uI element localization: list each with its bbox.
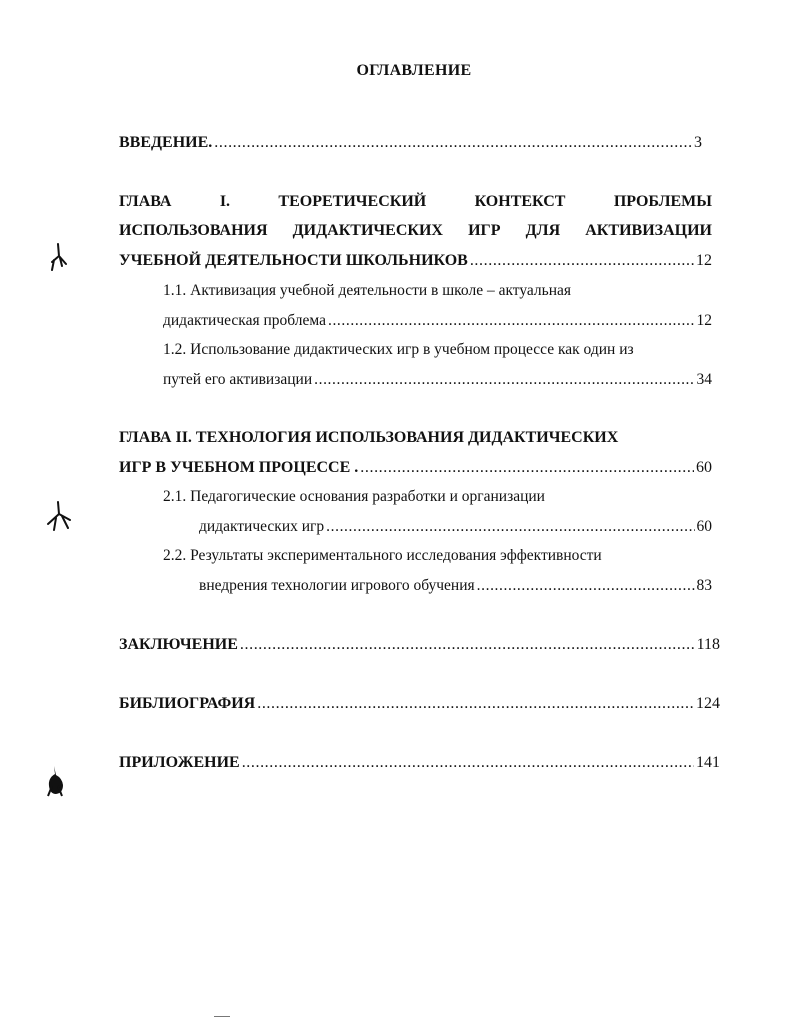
toc-entry-label: ЗАКЛЮЧЕНИЕ bbox=[119, 636, 238, 653]
toc-section-2-1-line1: 2.1. Педагогические основания разработки и организации bbox=[163, 488, 545, 505]
dot-leader bbox=[328, 311, 695, 331]
toc-page-number: 141 bbox=[696, 754, 720, 771]
heading-word: I. bbox=[219, 193, 231, 210]
margin-mark-2 bbox=[44, 500, 76, 534]
toc-entry-section-1-1 bbox=[163, 311, 712, 331]
toc-entry-section-2-1 bbox=[199, 517, 712, 537]
toc-entry-label: УЧЕБНОЙ ДЕЯТЕЛЬНОСТИ ШКОЛЬНИКОВ bbox=[119, 252, 468, 269]
toc-section-2-2-line1: 2.2. Результаты экспериментального исследования эффективности bbox=[163, 547, 602, 564]
heading-word: АКТИВИЗАЦИИ bbox=[585, 222, 712, 239]
dot-leader bbox=[214, 133, 692, 153]
margin-mark-3 bbox=[44, 764, 68, 798]
toc-entry-appendix bbox=[119, 753, 720, 773]
dot-leader bbox=[314, 370, 694, 390]
toc-entry-label: внедрения технологии игрового обучения bbox=[199, 577, 475, 594]
toc-entry-chapter2 bbox=[119, 458, 712, 478]
toc-section-1-2-line1: 1.2. Использование дидактических игр в учебном процессе как один из bbox=[163, 341, 634, 358]
toc-entry-bibliography bbox=[119, 694, 720, 714]
dot-leader bbox=[257, 694, 694, 714]
toc-entry-chapter1 bbox=[119, 251, 712, 271]
toc-entry-section-2-2 bbox=[199, 576, 712, 596]
toc-entry-label: БИБЛИОГРАФИЯ bbox=[119, 695, 256, 712]
toc-page-number: 34 bbox=[696, 371, 712, 388]
scan-artifact bbox=[214, 1016, 230, 1017]
toc-page-number: 118 bbox=[696, 636, 720, 653]
heading-word: КОНТЕКСТ bbox=[474, 193, 566, 210]
toc-entry-label: путей его активизации bbox=[163, 371, 313, 388]
heading-word: ДИДАКТИЧЕСКИХ bbox=[292, 222, 443, 239]
toc-section-1-1-line1: 1.1. Активизация учебной деятельности в школе – актуальная bbox=[163, 282, 572, 299]
toc-entry-section-1-2 bbox=[163, 370, 712, 390]
toc-entry-label: ПРИЛОЖЕНИЕ bbox=[119, 754, 240, 771]
toc-entry-label: дидактических игр bbox=[199, 518, 325, 535]
toc-page-number: 12 bbox=[696, 312, 712, 329]
dot-leader bbox=[240, 635, 695, 655]
dot-leader bbox=[470, 251, 694, 271]
heading-word: ДЛЯ bbox=[525, 222, 561, 239]
heading-word: ПРОБЛЕМЫ bbox=[613, 193, 712, 210]
toc-page-number: 124 bbox=[696, 695, 720, 712]
page-title: ОГЛАВЛЕНИЕ bbox=[356, 62, 472, 79]
dot-leader bbox=[242, 753, 694, 773]
dot-leader bbox=[477, 576, 695, 596]
heading-word: ТЕОРЕТИЧЕСКИЙ bbox=[278, 193, 427, 210]
toc-page-number: 12 bbox=[696, 252, 712, 269]
toc-page-number: 60 bbox=[696, 518, 712, 535]
toc-page-number: 83 bbox=[696, 577, 712, 594]
toc-entry-label: ВВЕДЕНИЕ. bbox=[119, 134, 213, 151]
heading-word: ГЛАВА bbox=[119, 193, 172, 210]
toc-entry-label: дидактическая проблема bbox=[163, 312, 326, 329]
dot-leader bbox=[326, 517, 694, 537]
toc-page-number: 3 bbox=[694, 134, 702, 151]
margin-mark-1 bbox=[46, 242, 70, 272]
toc-entry-conclusion bbox=[119, 635, 720, 655]
chapter2-heading-line1: ГЛАВА II. ТЕХНОЛОГИЯ ИСПОЛЬЗОВАНИЯ ДИДАКТИЧЕСКИХ bbox=[119, 429, 619, 446]
heading-word: ИСПОЛЬЗОВАНИЯ bbox=[119, 222, 268, 239]
toc-entry-label: ИГР В УЧЕБНОМ ПРОЦЕССЕ . bbox=[119, 459, 359, 476]
toc-page-number: 60 bbox=[696, 459, 712, 476]
dot-leader bbox=[360, 458, 694, 478]
toc-entry-intro bbox=[119, 133, 702, 153]
chapter1-heading-line1 bbox=[119, 192, 712, 212]
heading-word: ИГР bbox=[468, 222, 501, 239]
chapter1-heading-line2 bbox=[119, 221, 712, 241]
